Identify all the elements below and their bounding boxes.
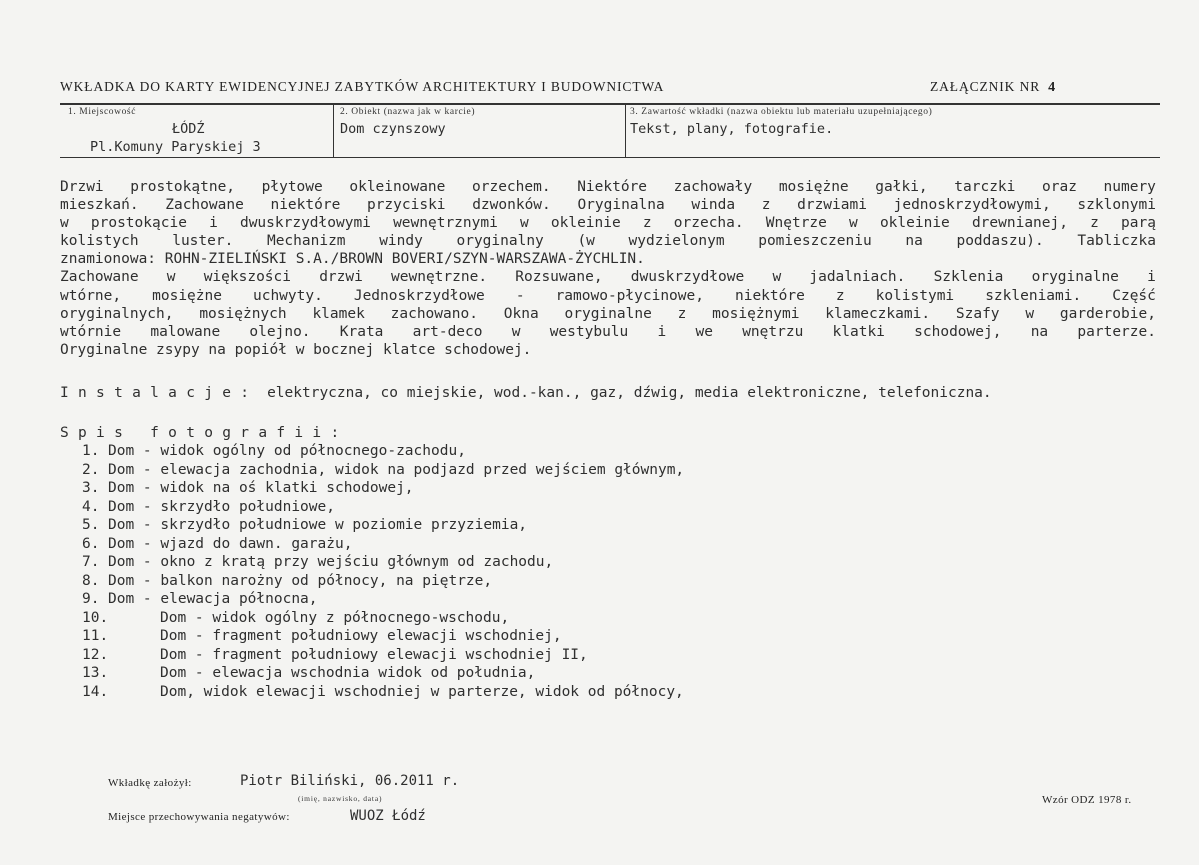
author-value: Piotr Biliński, 06.2011 r. <box>240 773 460 789</box>
photo-list-item <box>60 591 960 610</box>
field-contents-label: 3. Zawartość wkładki (nazwa obiektu lub materiału uzupełniającego) <box>630 107 933 117</box>
photo-caption: Dom - widok ogólny od północnego-zachodu, <box>108 443 466 459</box>
photo-list-item <box>60 684 960 703</box>
document-title: WKŁADKA DO KARTY EWIDENCYJNEJ ZABYTKÓW ARCHITEKTURY I BUDOWNICTWA <box>60 79 665 94</box>
description-line: wtórnie malowane olejno. Krata art-deco w westybulu i we wnętrzu klatki schodowej, na parterze. <box>60 323 1156 340</box>
field-contents <box>625 105 1160 157</box>
photo-caption: Dom, widok elewacji wschodniej w parterze, widok od północy, <box>160 683 684 700</box>
photo-number: 5. <box>82 517 100 533</box>
annex-number: 4 <box>1048 80 1057 95</box>
template-note: Wzór ODZ 1978 r. <box>1042 794 1132 806</box>
photo-caption: Dom - skrzydło południowe, <box>108 498 335 515</box>
description-line: wtórne, mosiężne uchwyty. Jednoskrzydłowe - ramowo-płycinowe, niektóre z kolistymi szkleniami. Część <box>60 287 1156 304</box>
field-locality-city: ŁÓDŹ <box>172 121 205 137</box>
photo-list-item <box>60 517 960 536</box>
photo-number: 11. <box>82 628 109 644</box>
photo-number: 13. <box>82 665 109 681</box>
photo-list-item <box>60 610 960 629</box>
photo-list-item <box>60 462 960 481</box>
photo-number: 9. <box>82 591 100 607</box>
photo-list-item <box>60 554 960 573</box>
photo-caption: Dom - wjazd do dawn. garażu, <box>108 535 353 552</box>
description-line: znamionowa: ROHN-ZIELIŃSKI S.A./BROWN BOVERI/SZYN-WARSZAWA-ŻYCHLIN. <box>60 251 645 268</box>
photo-list-item <box>60 480 960 499</box>
photo-list <box>60 443 960 702</box>
photo-number: 8. <box>82 572 100 589</box>
field-contents-value: Tekst, plany, fotografie. <box>630 121 834 137</box>
photo-list-item <box>60 665 960 684</box>
photo-caption: Dom - elewacja zachodnia, widok na podjazd przed wejściem głównym, <box>108 461 685 478</box>
author-label: Wkładkę założył: <box>108 777 192 789</box>
photo-list-item <box>60 573 960 592</box>
photo-caption: Dom - widok na oś klatki schodowej, <box>108 480 414 496</box>
description-line: mieszkań. Zachowane niektóre przyciski dzwonków. Oryginalna winda z drzwiami jednoskrzydłowymi, szklonymi <box>60 197 1156 214</box>
storage-value: WUOZ Łódź <box>350 808 426 824</box>
photo-number: 7. <box>82 554 100 570</box>
photo-list-item <box>60 536 960 555</box>
description-line: Drzwi prostokątne, płytowe okleinowane orzechem. Niektóre zachowały mosiężne gałki, tarczki oraz numery <box>60 179 1156 195</box>
installations-line <box>60 385 1156 401</box>
description-line: Oryginalne zsypy na popiół w bocznej klatce schodowej. <box>60 341 532 358</box>
photo-number: 1. <box>82 443 100 459</box>
description-line: Zachowane w większości drzwi wewnętrzne. Rozsuwane, dwuskrzydłowe w jadalniach. Szklenia oryginalne i <box>60 269 1156 286</box>
photo-number: 6. <box>82 535 100 552</box>
description-line: oryginalnych, mosiężnych klamek zachowano. Okna oryginalne z mosiężnymi klameczkami. Szafy w garderobie, <box>60 305 1156 322</box>
field-locality-address: Pl.Komuny Paryskiej 3 <box>90 139 261 155</box>
author-hint: (imię, nazwisko, data) <box>298 794 383 803</box>
field-object-label: 2. Obiekt (nazwa jak w karcie) <box>340 107 476 117</box>
field-locality <box>60 105 333 157</box>
photo-list-item <box>60 443 960 462</box>
photo-number: 3. <box>82 480 100 496</box>
installations-value: elektryczna, co miejskie, wod.-kan., gaz, dźwig, media elektroniczne, telefoniczna. <box>267 385 992 401</box>
photo-caption: Dom - fragment południowy elewacji wschodniej II, <box>160 646 588 663</box>
annex-label <box>930 79 1056 96</box>
photos-heading: Spis fotografii: <box>60 425 349 441</box>
description-text <box>60 178 1156 359</box>
photo-number: 4. <box>82 498 100 515</box>
photo-caption: Dom - fragment południowy elewacji wschodniej, <box>160 628 562 644</box>
storage-label: Miejsce przechowywania negatywów: <box>108 811 290 823</box>
installations-label: Instalacje: <box>60 385 259 401</box>
photo-caption: Dom - elewacja wschodnia widok od południa, <box>160 665 536 681</box>
photo-caption: Dom - skrzydło południowe w poziomie przyziemia, <box>108 517 528 533</box>
photo-number: 2. <box>82 461 100 478</box>
field-object-value: Dom czynszowy <box>340 121 446 137</box>
description-line: kolistych luster. Mechanizm windy oryginalny (w wydzielonym pomieszczeniu na poddaszu). Tabliczka <box>60 233 1156 250</box>
photo-caption: Dom - okno z kratą przy wejściu głównym od zachodu, <box>108 554 554 570</box>
photo-number: 14. <box>82 683 109 700</box>
description-line: w prostokącie i dwuskrzydłowymi wewnętrznymi w okleinie z orzecha. Wnętrze w okleinie drewnianej, z parą <box>60 215 1156 232</box>
field-object <box>333 105 626 157</box>
photo-number: 12. <box>82 646 109 663</box>
photo-caption: Dom - elewacja północna, <box>108 591 318 607</box>
photo-list-item <box>60 628 960 647</box>
header-fields-table <box>60 103 1160 158</box>
photo-caption: Dom - widok ogólny z północnego-wschodu, <box>160 609 510 626</box>
annex-label-text: ZAŁĄCZNIK NR <box>930 79 1041 94</box>
field-locality-label: 1. Miejscowość <box>68 107 137 117</box>
photo-number: 10. <box>82 609 109 626</box>
photo-caption: Dom - balkon narożny od północy, na piętrze, <box>108 572 493 589</box>
photo-list-item <box>60 647 960 666</box>
photo-list-item <box>60 499 960 518</box>
